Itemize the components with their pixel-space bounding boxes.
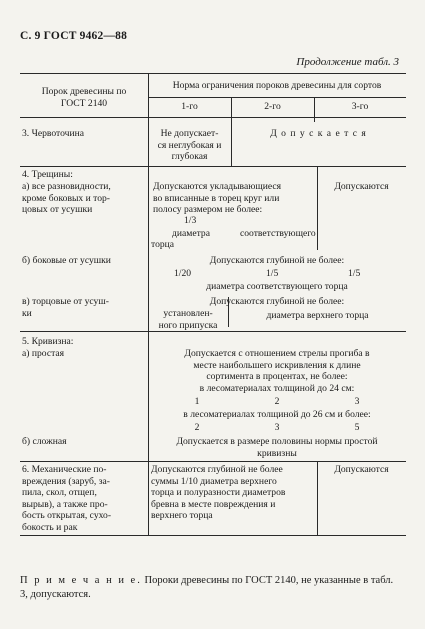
row-label-cracks: 4. Трещины: [22,169,73,180]
wormholes-grade23: Д о п у с к а е т с я [270,128,367,139]
mechanical-damage-grade12: Допускаются глубиной не более суммы 1/10 диаметра верхнего торца и полуразности диаметров бревна в месте повреждения и верхнего торца [151,464,286,521]
row-label-curvature: 5. Кривизна: [22,336,74,347]
row-label-mechanical-damage: 6. Механические по- вреждения (заруб, за- пила, скол, отщеп, вырыв), а также про- бость открытая, сухо- бокость и рак [22,464,112,533]
cracks-a-grade3: Допускаются [334,181,389,192]
cracks-c-right: диаметра верхнего торца [266,310,369,321]
wormholes-grade1: Не допускает- ся неглубокая и глубокая [157,128,222,162]
footnote [20,574,400,601]
curvature-a-text2: в лесоматериалах толщиной до 26 см и более: [183,409,371,420]
cracks-b-frac2: 1/5 [266,268,279,279]
curvature-b-label: б) сложная [22,436,67,447]
curvature-a-values1: 1 2 3 [194,396,360,407]
curvature-a-values2: 2 3 5 [194,422,360,433]
row-label-wormholes: 3. Червоточина [22,128,84,139]
curvature-a-text: Допускается с отношением стрелы прогиба в месте наибольшего искривления к длине сортимента в процентах, не более: в лесоматериалах толщиной до 24 см: [184,348,370,394]
cracks-c-label: в) торцовые от усуш- ки [22,296,109,319]
cracks-a-frac: 1/3 [184,215,197,226]
col-defect-header: Порок древесины по ГОСТ 2140 [41,86,127,109]
page-header: С. 9 ГОСТ 9462—88 [20,30,128,42]
grade-1-header: 1-го [181,101,198,112]
cracks-b-frac3: 1/5 [348,268,361,279]
cracks-c-left: установлен- ного припуска [158,308,218,331]
curvature-b-text: Допускается в размере половины нормы простой кривизны [176,436,378,459]
curvature-a-label: а) простая [22,348,65,359]
cracks-b-text: Допускаются глубиной не более: [209,255,345,266]
cracks-a-label: а) все разновидности, кроме боковых и тор- цовых от усушки [22,181,111,215]
cracks-a-frac-label2: соответствующего [240,228,316,239]
cracks-b-frac1: 1/20 [174,268,192,279]
table-continuation-label: Продолжение табл. 3 [296,56,399,68]
grade-2-header: 2-го [264,101,281,112]
cracks-a-end: торца [151,239,175,250]
footnote-prefix: П р и м е ч а н и е. [20,575,142,586]
footnote-text: Пороки древесины по ГОСТ 2140, не указанные в табл. 3, допускаются. [20,575,394,600]
cracks-b-end: диаметра соответствующего торца [206,281,348,292]
grade-3-header: 3-го [351,101,369,112]
cracks-a-frac-label: диаметра [172,228,210,239]
cracks-a-text: Допускаются укладывающиеся во вписанные в торец круг или полосу размером не более: [153,181,282,215]
cracks-c-text: Допускаются глубиной не более: [209,296,345,307]
col-norm-header: Норма ограничения пороков древесины для сортов [172,80,382,91]
mechanical-damage-grade3: Допускаются [334,464,389,475]
cracks-b-label: б) боковые от усушки [22,255,111,266]
